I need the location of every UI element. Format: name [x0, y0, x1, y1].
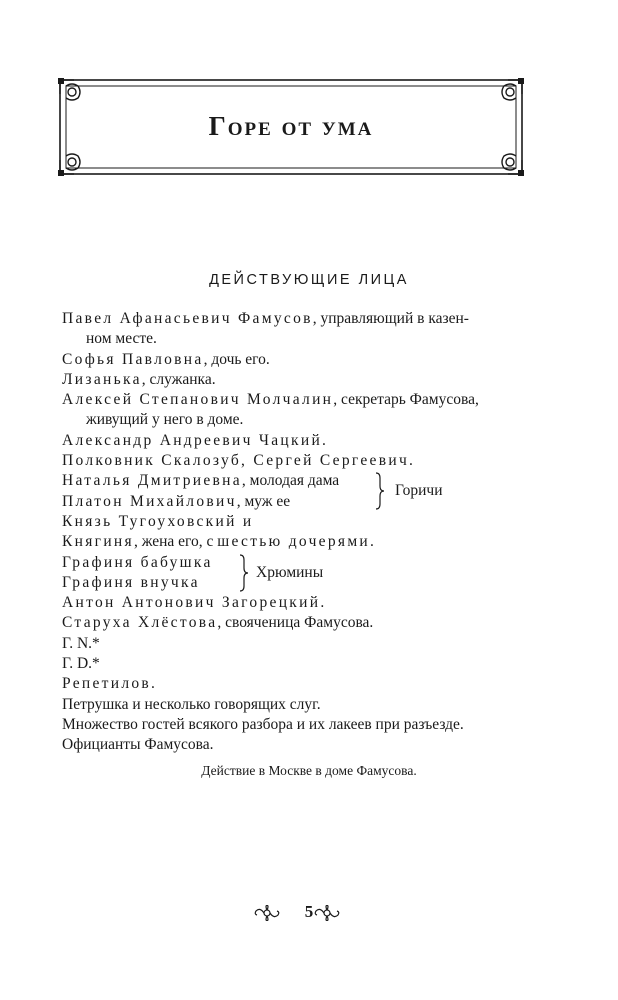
character-name: Наталья Дмитриевна: [62, 472, 242, 490]
character-name: Княгиня: [62, 533, 134, 551]
character-name: Репетилов.: [62, 675, 158, 693]
family-label: Хрюмины: [256, 563, 324, 581]
cast-item: [62, 471, 532, 491]
cast-item: [62, 492, 532, 512]
character-name: Князь Тугоуховский и: [62, 512, 254, 530]
character-name: Александр Андреевич Чацкий.: [62, 431, 329, 449]
book-title: Горе от ума: [208, 111, 374, 141]
character-name: Алексей Степанович Молчалин: [62, 391, 334, 409]
cast-item: [62, 512, 532, 532]
character-desc-spaced: шестью дочерями.: [217, 533, 377, 551]
character-name: Лизанька: [62, 370, 142, 388]
character-desc: , муж ее: [236, 492, 291, 510]
cast-item: [62, 451, 532, 471]
character-desc: , управляющий в казен-: [312, 310, 469, 327]
title-frame: [58, 78, 524, 176]
character-desc: а Фамусова.: [293, 614, 374, 632]
cast-item: Официанты Фамусова.: [62, 736, 214, 754]
character-name: Антон Антонович Загорецкий.: [62, 594, 327, 612]
family-label: Горичи: [395, 482, 443, 500]
cast-item: [62, 370, 532, 390]
cast-item: [62, 654, 532, 674]
cast-item: [62, 532, 532, 552]
gorichi-group: [62, 471, 532, 512]
character-desc: , молодая дама: [241, 472, 340, 490]
brace-icon: [374, 471, 386, 511]
flourish-right-icon: [314, 905, 340, 921]
cast-item: [62, 390, 532, 410]
character-desc: , дочь его.: [203, 350, 270, 368]
cast-item: [62, 350, 532, 370]
character-desc: , жена его, с: [133, 533, 218, 551]
character-desc: , служанка.: [141, 370, 216, 388]
character-name: Павел Афанасьевич Фамусов: [62, 310, 313, 327]
character-name: Графиня бабушка: [62, 553, 213, 571]
scene-setting: Действие в Москве в доме Фамусова.: [201, 763, 417, 778]
character-desc: , секретарь Фамусова,: [333, 391, 479, 409]
cast-item-continuation: ном месте.: [86, 330, 157, 348]
cast-list: [62, 309, 532, 756]
character-name: Г. N.*: [62, 634, 100, 652]
brace-icon: [238, 553, 250, 593]
cast-item: [62, 634, 532, 654]
cast-heading: ДЕЙСТВУЮЩИЕ ЛИЦА: [209, 272, 409, 288]
cast-item-continuation: живущий у него в доме.: [86, 411, 244, 429]
character-name: Графиня внучка: [62, 573, 200, 591]
cast-item: [62, 431, 532, 451]
character-name: Софья Павловна: [62, 350, 204, 368]
character-desc: , своячениц: [217, 614, 294, 632]
cast-item: [62, 613, 532, 633]
page-number: 5: [304, 902, 314, 921]
cast-item: [62, 309, 532, 329]
cast-item: [62, 674, 532, 694]
character-name: Полковник Скалозуб, Сергей Сергеевич.: [62, 452, 416, 470]
cast-item: Множество гостей всякого разбора и их лакеев при разъезде.: [62, 715, 464, 733]
character-name: Старуха Хлёстова: [62, 614, 218, 632]
cast-item: [62, 593, 532, 613]
cast-item: Петрушка и несколько говорящих слуг.: [62, 695, 321, 713]
khryumins-group: [62, 553, 532, 594]
character-name: Платон Михайлович: [62, 492, 237, 510]
character-name: Г. D.*: [62, 655, 100, 673]
